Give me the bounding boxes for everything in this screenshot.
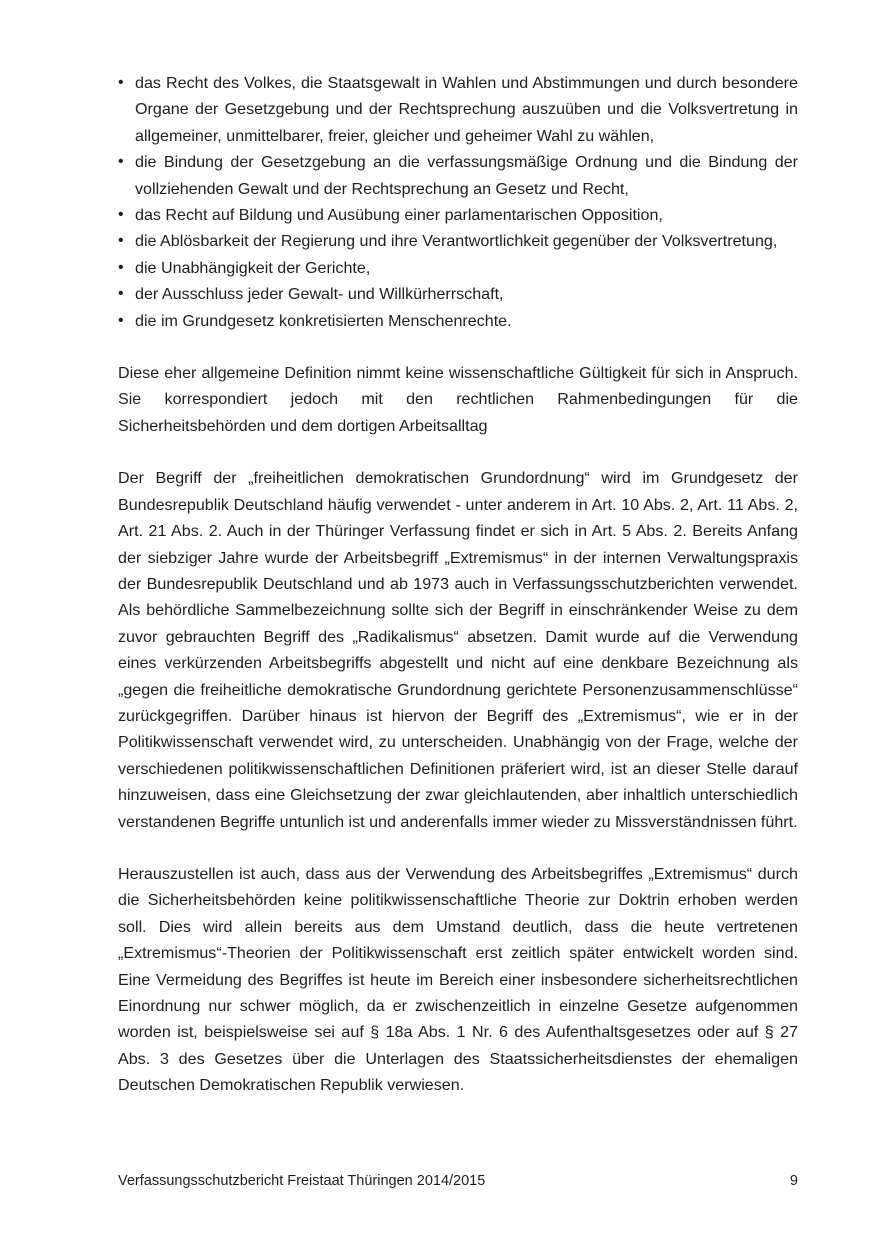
extremism-paragraph: Herauszustellen ist auch, dass aus der Verwendung des Arbeitsbegriffes „Extremismus“ durch die Sicherheitsbehörden keine politikwissenschaftliche Theorie zur Doktrin erhoben werden soll. Dies wird allein bereits aus dem Umstand deutlich, dass die heute vertretenen „Extremismus“-Theorien der Politikwissenschaft erst zeitlich später entwickelt worden sind. Eine Vermeidung des Begriffes ist heute im Bereich einer insbesondere sicherheitsrechtlichen Einordnung nur schwer möglich, da er zwischenzeitlich in einzelne Gesetze aufgenommen worden ist, beispielsweise sei auf § 18a Abs. 1 Nr. 6 des Aufenthaltsgesetzes oder auf § 27 Abs. 3 des Gesetzes über die Unterlagen des Staatssicherheitsdienstes der ehemaligen Deutschen Demokratischen Republik verwiesen. — [118, 864, 798, 1095]
list-item-text: das Recht auf Bildung und Ausübung einer parlamentarischen Opposition, — [135, 206, 663, 225]
list-item — [118, 308, 798, 334]
bullet-icon: • — [118, 232, 124, 250]
bullet-icon: • — [118, 258, 124, 276]
list-item-text: die Unabhängigkeit der Gerichte, — [135, 258, 371, 277]
list-item-text: das Recht des Volkes, die Staatsgewalt in Wahlen und Abstimmungen und durch besondere Organe der Gesetzgebung und der Rechtsprechung auszuüben und die Volksvertretung in allgemeiner, unmittelbarer, freier, gleicher und geheimer Wahl zu wählen, — [135, 74, 798, 145]
bullet-icon: • — [118, 206, 124, 224]
principles-list — [118, 70, 798, 334]
page-number: 9 — [789, 1173, 798, 1189]
list-item-text: die im Grundgesetz konkretisierten Menschenrechte. — [135, 311, 512, 330]
page-footer — [118, 1171, 798, 1191]
page-body — [118, 70, 798, 1099]
list-item — [118, 149, 798, 202]
bullet-icon: • — [118, 311, 124, 329]
bullet-icon: • — [118, 285, 124, 303]
fdgo-paragraph: Der Begriff der „freiheitlichen demokratischen Grundordnung“ wird im Grundgesetz der Bundesrepublik Deutschland häufig verwendet - unter anderem in Art. 10 Abs. 2, Art. 11 Abs. 2, Art. 21 Abs. 2. Auch in der Thüringer Verfassung findet er sich in Art. 5 Abs. 2. Bereits Anfang der siebziger Jahre wurde der Arbeitsbegriff „Extremismus“ in der internen Verwaltungspraxis der Bundesrepublik Deutschland und ab 1973 auch in Verfassungsschutzberichten verwendet. Als behördliche Sammelbezeichnung sollte sich der Begriff in einschränkender Weise zu dem zuvor gebrauchten Begriff des „Radikalismus“ absetzen. Damit wurde auf die Verwendung eines verkürzenden Arbeitsbegriffs abgestellt und nicht auf eine denkbare Bezeichnung als „gegen die freiheitliche demokratische Grundordnung gerichtete Personenzusammenschlüsse“ zurückgegriffen. Darüber hinaus ist hiervon der Begriff des „Extremismus“, wie er in der Politikwissenschaft verwendet wird, zu unterscheiden. Unabhängig von der Frage, welche der verschiedenen politikwissenschaftlichen Definitionen präferiert wird, ist an dieser Stelle darauf hinzuweisen, dass eine Gleichsetzung der zwar gleichlautenden, aber inhaltlich unterschiedlich verstandenen Begriffe untunlich ist und anderenfalls immer wieder zu Missverständnissen führt. — [118, 469, 798, 831]
list-item — [118, 202, 798, 228]
list-item-text: der Ausschluss jeder Gewalt- und Willkürherrschaft, — [135, 285, 504, 304]
bullet-icon: • — [118, 74, 124, 91]
footer-title: Verfassungsschutzbericht Freistaat Thüringen 2014/2015 — [118, 1173, 486, 1189]
list-item-text: die Ablösbarkeit der Regierung und ihre Verantwortlichkeit gegenüber der Volksvertretung, — [135, 232, 778, 251]
list-item — [118, 281, 798, 307]
list-item — [118, 228, 798, 254]
list-item-text: die Bindung der Gesetzgebung an die verfassungsmäßige Ordnung und die Bindung der vollziehenden Gewalt und der Rechtsprechung an Gesetz und Recht, — [135, 153, 798, 198]
definition-paragraph: Diese eher allgemeine Definition nimmt keine wissenschaftliche Gültigkeit für sich in Anspruch. Sie korrespondiert jedoch mit den rechtlichen Rahmenbedingungen für die Sicherheitsbehörden und dem dortigen Arbeitsalltag — [118, 364, 798, 435]
bullet-icon: • — [118, 153, 124, 171]
list-item — [118, 255, 798, 281]
list-item — [118, 70, 798, 149]
